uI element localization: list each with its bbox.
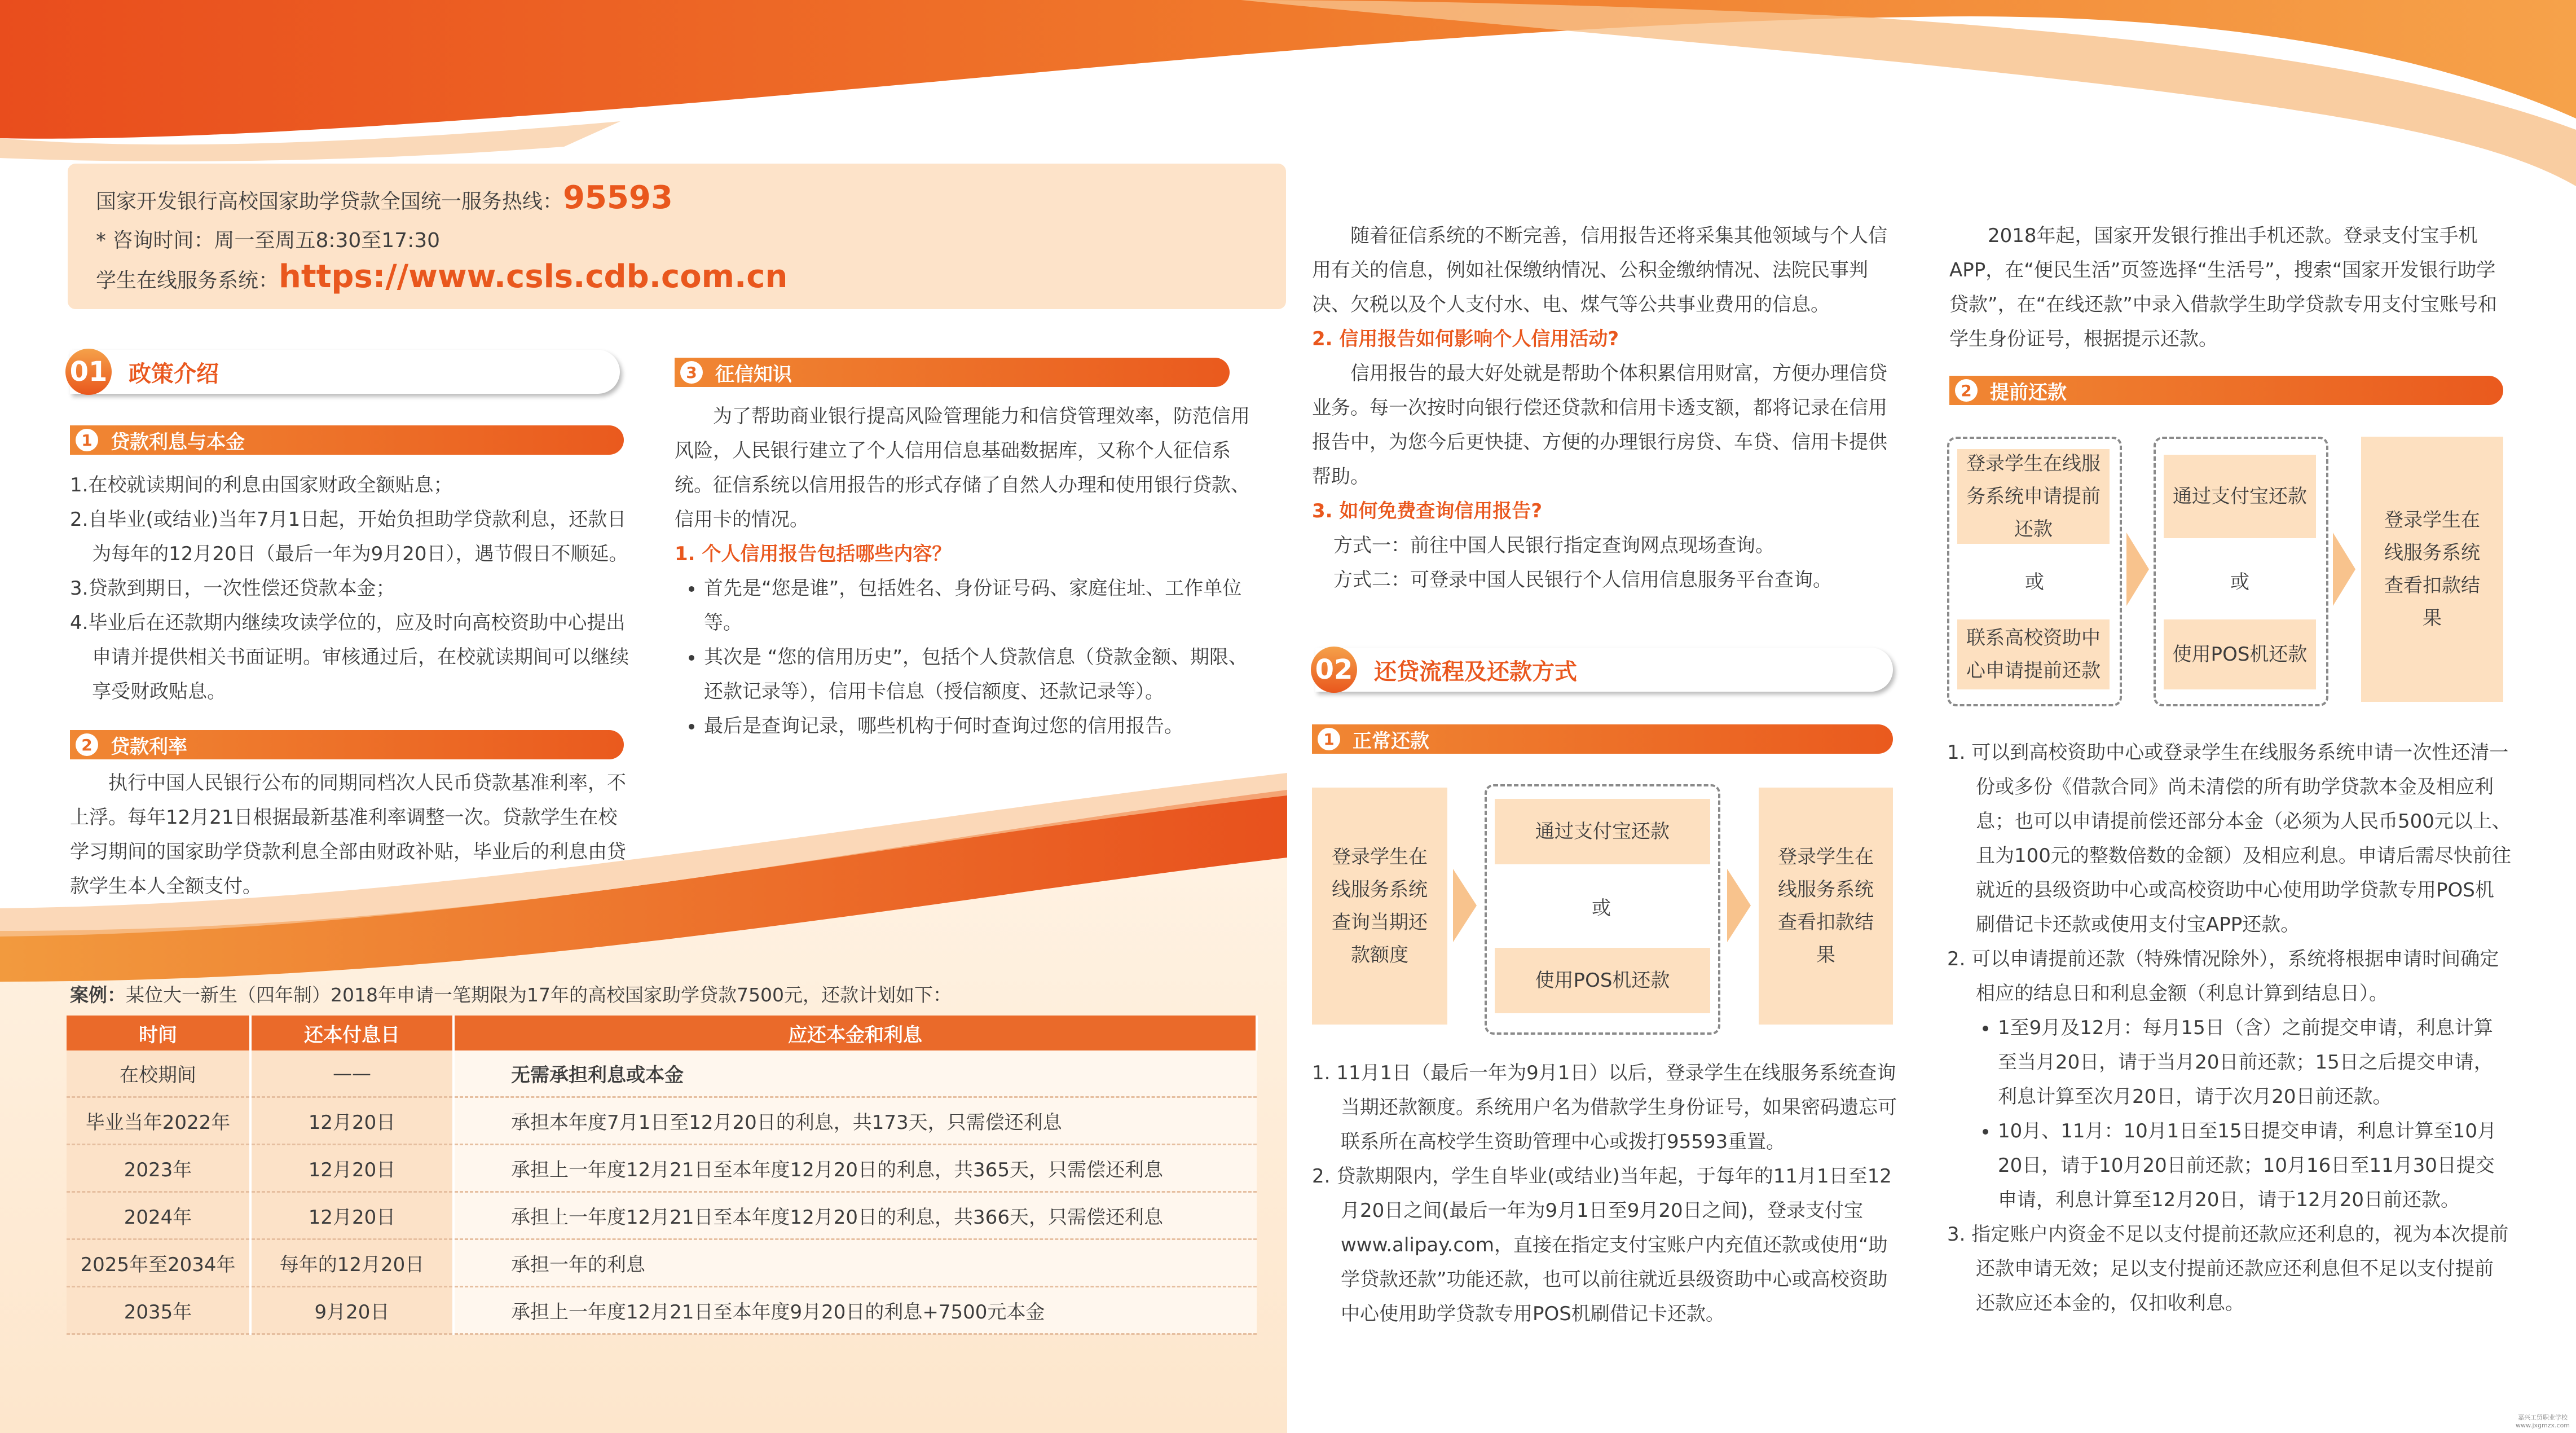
credit-intro: [675, 399, 1261, 744]
table-row: [67, 1239, 1257, 1287]
list-item: 2. 贷款期限内，学生自毕业(或结业)当年起，于每年的11月1日至12月20日之间(最后一年为9月1日至9月20日之间)，登录支付宝www.alipay.com，直接在指定支付宝账户内充值还款或使用“助学贷款还款”功能还款，也可以前往就近县级资助中心或高校资助中心使用助学贷款专用POS机刷借记卡还款。: [1312, 1165, 1892, 1325]
header-amount: 应还本金和利息: [453, 1016, 1257, 1050]
hotline-panel: [68, 164, 1286, 309]
cell-time: 毕业当年2022年: [67, 1097, 250, 1145]
section-02-title: 还贷流程及还款方式: [1374, 658, 1577, 685]
prepay-result: [2361, 437, 2503, 702]
cell-amount: 承担本年度7月1日至12月20日的利息，共173天，只需偿还利息: [453, 1097, 1257, 1145]
subsection-number: 3: [680, 361, 703, 384]
cell-time: 2024年: [67, 1192, 250, 1239]
list-item: 1. 可以到高校资助中心或登录学生在线服务系统申请一次性还清一份或多份《借款合同》尚未清偿的所有助学贷款本金及相应利息；也可以申请提前偿还部分本金（必须为人民币500元以上、且为100元的整数倍数的金额）及相应利息。申请后需尽快前往就近的县级资助中心或高校资助中心使用助学贷款专用POS机刷借记卡还款或使用支付宝APP还款。: [1947, 741, 2511, 936]
cell-amount: 承担上一年度12月21日至本年度12月20日的利息，共365天，只需偿还利息: [453, 1145, 1257, 1192]
table-row: [67, 1097, 1257, 1145]
cell-time: 2025年至2034年: [67, 1239, 250, 1287]
flow-step-result-text: 登录学生在线服务系统查看扣款结果: [1778, 846, 1874, 966]
prepay-apply-center-text: 联系高校资助中心申请提前还款: [1966, 627, 2101, 682]
list-item: 2. 可以申请提前还款（特殊情况除外），系统将根据申请时间确定相应的结息日和利息金额（利息计算到结息日）。: [1947, 948, 2499, 1005]
prepay-apply-online: [1957, 449, 2110, 544]
mobile-repay-paragraph: 2018年起，国家开发银行推出手机还款。登录支付宝手机APP，在“便民生活”页签选择“生活号”，搜索“国家开发银行助学贷款”，在“在线还款”中录入借款学生助学贷款专用支付宝账号和学生身份证号，根据提示还款。: [1949, 225, 2497, 350]
list-item: 4.毕业后在还款期内继续攻读学位的，应及时向高校资助中心提出申请并提供相关书面证明。审核通过后，在校就读期间可以继续享受财政贴息。: [70, 612, 629, 703]
flow-option-alipay-text: 通过支付宝还款: [1535, 820, 1670, 843]
cell-time: 在校期间: [67, 1050, 250, 1097]
subsection-title: 贷款利率: [111, 735, 187, 758]
cell-date: 12月20日: [250, 1097, 453, 1145]
header-time: 时间: [67, 1016, 250, 1050]
prepay-pay-pos-text: 使用POS机还款: [2172, 643, 2308, 666]
list-item: • 最后是查询记录，哪些机构于何时查询过您的信用报告。: [704, 709, 1261, 744]
flow-step-query-text: 登录学生在线服务系统查询当期还款额度: [1332, 846, 1428, 966]
cell-amount: 承担一年的利息: [453, 1239, 1257, 1287]
normal-repay-list: [1312, 1056, 1899, 1331]
cell-date: ——: [250, 1050, 453, 1097]
subsection-number: 1: [1318, 728, 1340, 750]
example-caption: [70, 981, 952, 1007]
flow-arrow-icon: [2333, 533, 2355, 606]
flow-option-pos-text: 使用POS机还款: [1535, 969, 1670, 992]
flow-arrow-icon: [2126, 533, 2149, 606]
section-02-header: [1315, 648, 1893, 692]
list-item: 1.在校就读期间的利息由国家财政全额贴息；: [70, 474, 453, 496]
hotline-number: 95593: [563, 179, 673, 216]
credit-question-2: 2. 信用报告如何影响个人信用活动?: [1312, 328, 1619, 350]
subsection-normal-repay-bar: [1312, 724, 1893, 754]
cell-date: 12月20日: [250, 1192, 453, 1239]
subsection-number: 1: [76, 429, 98, 451]
list-item: • 1至9月及12月：每月15日（含）之前提交申请，利息计算至当月20日，请于当月20日前还款；15日之后提交申请，利息计算至次月20日，请于次月20日前还款。: [1998, 1011, 2511, 1114]
cell-amount: 承担上一年度12月21日至本年度12月20日的利息，共366天，只需偿还利息: [453, 1192, 1257, 1239]
list-item: 2.自毕业(或结业)当年7月1日起，开始负担助学贷款利息，还款日为每年的12月20日（最后一年为9月20日），遇节假日不顺延。: [70, 508, 628, 565]
subsection-rate-bar: [70, 730, 624, 759]
prepay-apply-online-text: 登录学生在线服务系统申请提前还款: [1966, 452, 2101, 540]
subsection-title: 正常还款: [1353, 729, 1429, 753]
section-02-number: 02: [1311, 647, 1357, 693]
query-method-2: 方式二：可登录中国人民银行个人信用信息服务平台查询。: [1333, 569, 1832, 591]
cell-date: 9月20日: [250, 1287, 453, 1334]
credit-report-contents-list: [675, 572, 1261, 744]
prepay-pay-alipay: [2164, 455, 2316, 538]
credit-question-1: 1. 个人信用报告包括哪些内容？: [675, 543, 952, 565]
cell-amount: 承担上一年度12月21日至本年度9月20日的利息+7500元本金: [453, 1287, 1257, 1334]
cell-amount: 无需承担利息或本金: [453, 1050, 1257, 1097]
prepay-apply-center: [1957, 619, 2110, 689]
example-label: 案例：: [70, 984, 126, 1006]
prepay-apply-or: 或: [2025, 571, 2044, 594]
credit-continuation-paragraph: 随着征信系统的不断完善，信用报告还将采集其他领域与个人信用有关的信息，例如社保缴纳情况、公积金缴纳情况、法院民事判决、欠税以及个人支付水、电、煤气等公共事业费用的信息。: [1312, 225, 1887, 316]
cell-date: 每年的12月20日: [250, 1239, 453, 1287]
watermark-line-1: 嘉兴工贸职业学校: [2518, 1414, 2568, 1421]
flow-step-result: [1759, 788, 1893, 1025]
interest-principal-list: [70, 468, 634, 709]
list-item: • 其次是 “您的信用历史”，包括个人贷款信息（贷款金额、期限、还款记录等），信用卡信息（授信额度、还款记录等）。: [704, 640, 1261, 709]
table-row: [67, 1192, 1257, 1239]
flow-option-alipay: [1495, 799, 1710, 864]
credit-question-3: 3. 如何免费查询信用报告?: [1312, 500, 1543, 522]
prepay-timing-list: [1947, 1011, 2511, 1217]
subsection-title: 征信知识: [715, 363, 792, 386]
cell-time: 2035年: [67, 1287, 250, 1334]
cell-date: 12月20日: [250, 1145, 453, 1192]
flow-step-query: [1312, 788, 1447, 1025]
query-method-1: 方式一：前往中国人民银行指定查询网点现场查询。: [1333, 534, 1774, 557]
prepay-pay-pos: [2164, 619, 2316, 689]
system-line: [96, 258, 787, 295]
hotline-label: 国家开发银行高校国家助学贷款全国统一服务热线：: [96, 190, 563, 213]
flow-arrow-icon: [1453, 869, 1477, 942]
subsection-number: 2: [76, 733, 98, 756]
cell-time: 2023年: [67, 1145, 250, 1192]
credit-intro-paragraph: 为了帮助商业银行提高风险管理能力和信贷管理效率，防范信用风险，人民银行建立了个人信用信息基础数据库，又称个人征信系统。征信系统以信用报告的形式存储了自然人办理和使用银行贷款、信用卡的情况。: [675, 405, 1250, 531]
mobile-repay-text: [1949, 219, 2513, 357]
list-item: 1. 11月1日（最后一年为9月1日）以后，登录学生在线服务系统查询当期还款额度。系统用户名为借款学生身份证号，如果密码遗忘可联系所在高校学生资助管理中心或拨打95593重置。: [1312, 1062, 1897, 1153]
subsection-interest-principal-bar: [70, 425, 624, 455]
repayment-plan-table: [67, 1016, 1258, 1335]
system-url-link[interactable]: https://www.csls.cdb.com.cn: [279, 258, 788, 295]
list-item: 3. 指定账户内资金不足以支付提前还款应还利息的，视为本次提前还款申请无效；足以支付提前还款应还利息但不足以支付提前还款应还本金的，仅扣收利息。: [1947, 1223, 2509, 1315]
system-label: 学生在线服务系统：: [96, 269, 279, 292]
flow-arrow-icon: [1727, 869, 1751, 942]
prepay-pay-or: 或: [2230, 571, 2249, 594]
rate-text: [70, 766, 634, 904]
credit-answer-2: 信用报告的最大好处就是帮助个体积累信用财富，方便办理信贷业务。每一次按时向银行偿还贷款和信用卡透支额，都将记录在信用报告中，为您今后更快捷、方便的办理银行房贷、车贷、信用卡提供帮助。: [1312, 362, 1887, 488]
rate-paragraph: 执行中国人民银行公布的同期同档次人民币贷款基准利率，不上浮。每年12月21日根据最新基准利率调整一次。贷款学生在校学习期间的国家助学贷款利息全部由财政补贴，毕业后的利息由贷款学生本人全额支付。: [70, 772, 626, 898]
list-item: 3.贷款到期日，一次性偿还贷款本金；: [70, 577, 395, 600]
list-item: • 10月、11月：10月1日至15日提交申请，利息计算至10月20日，请于10月20日前还款；10月16日至11月30日提交申请，利息计算至12月20日，请于12月20日前还款。: [1998, 1114, 2511, 1217]
subsection-title: 贷款利息与本金: [111, 430, 245, 454]
flow-option-pos: [1495, 948, 1710, 1013]
watermark-line-2: www.jxgmzx.com: [2516, 1422, 2570, 1429]
header-payment-date: 还本付息日: [250, 1016, 453, 1050]
section-01-title: 政策介绍: [129, 361, 219, 387]
section-01-header: [70, 350, 620, 394]
subsection-prepay-bar: [1949, 376, 2503, 405]
prepay-result-text: 登录学生在线服务系统查看扣款结果: [2384, 509, 2480, 630]
table-row: [67, 1145, 1257, 1192]
hotline-line: [96, 179, 673, 216]
hotline-hours: * 咨询时间：周一至周五8:30至17:30: [96, 229, 441, 252]
subsection-title: 提前还款: [1990, 381, 2067, 404]
credit-continuation: [1312, 219, 1899, 597]
subsection-number: 2: [1955, 379, 1978, 402]
table-header-row: [67, 1016, 1257, 1050]
table-row: [67, 1050, 1257, 1097]
section-01-number: 01: [65, 349, 112, 395]
example-text: 某位大一新生（四年制）2018年申请一笔期限为17年的高校国家助学贷款7500元，还款计划如下：: [126, 984, 952, 1006]
prepay-list: [1947, 736, 2511, 1321]
watermark: [2516, 1414, 2570, 1430]
subsection-credit-bar: [675, 358, 1230, 387]
prepay-pay-alipay-text: 通过支付宝还款: [2173, 485, 2307, 508]
list-item: • 首先是“您是谁”，包括姓名、身份证号码、家庭住址、工作单位等。: [704, 572, 1261, 640]
flow-or-text: 或: [1592, 897, 1611, 920]
table-row: [67, 1287, 1257, 1334]
